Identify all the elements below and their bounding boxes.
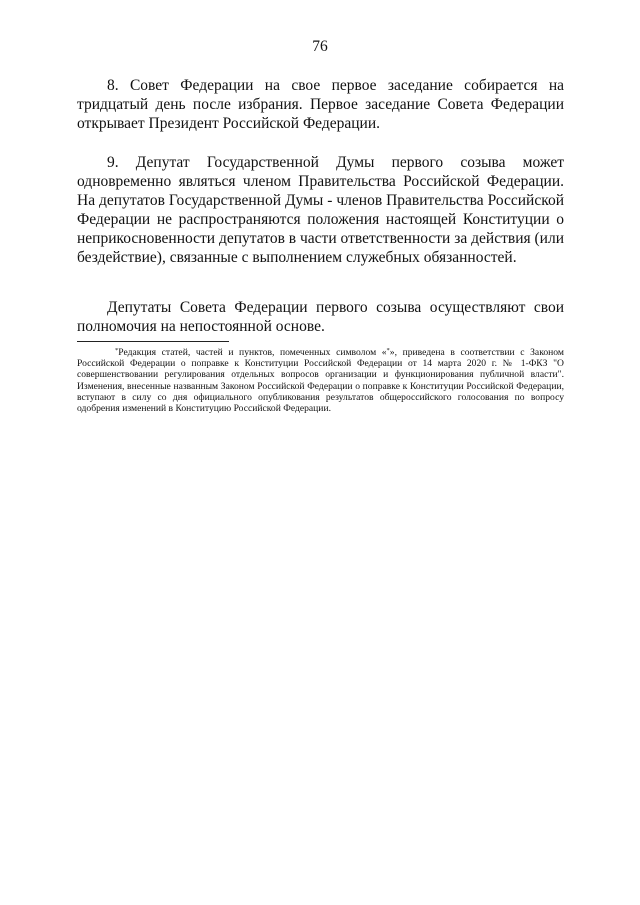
article-part-9-continuation (77, 298, 564, 336)
footnote-symbol-marker: * (386, 347, 390, 354)
article-part-8 (77, 76, 564, 133)
footnote-marker: * (115, 347, 119, 354)
paragraph-text: 8. Совет Федерации на свое первое заседание собирается на тридцатый день после избрания. Первое заседание Совета Федерации открывает Президент Российской Федерации. (77, 77, 564, 132)
paragraph-text: 9. Депутат Государственной Думы первого созыва может одновременно являться членом Правительства Российской Федерации. На депутатов Государственной Думы - членов Правительства Российской Федерации не распространяются положения настоящей Конституции о неприкосновенности депутатов в части ответственности за действия (или бездействие), связанные с выполнением служебных обязанностей. (77, 154, 564, 266)
page-number: 76 (312, 38, 328, 55)
footnote-divider (77, 341, 229, 342)
article-part-9 (77, 153, 564, 267)
footnote-text-part1: Редакция статей, частей и пунктов, помеченных символом « (118, 347, 387, 358)
paragraph-text: Депутаты Совета Федерации первого созыва осуществляют свои полномочия на непостоянной основе. (77, 299, 564, 335)
footnote-text-part2: », приведена в соответствии с Законом Российской Федерации о поправке к Конституции Российской Федерации от 14 марта 2020 г. № 1-ФКЗ "О совершенствовании регулирования отдельных вопросов организации и функционирования публичной власти". Изменения, внесенные названным Законом Российской Федерации о поправке к Конституции Российской Федерации, вступают в силу со дня официального опубликования результатов общероссийского голосования по вопросу одобрения изменений в Конституцию Российской Федерации. (77, 347, 564, 415)
footnote (77, 347, 564, 414)
